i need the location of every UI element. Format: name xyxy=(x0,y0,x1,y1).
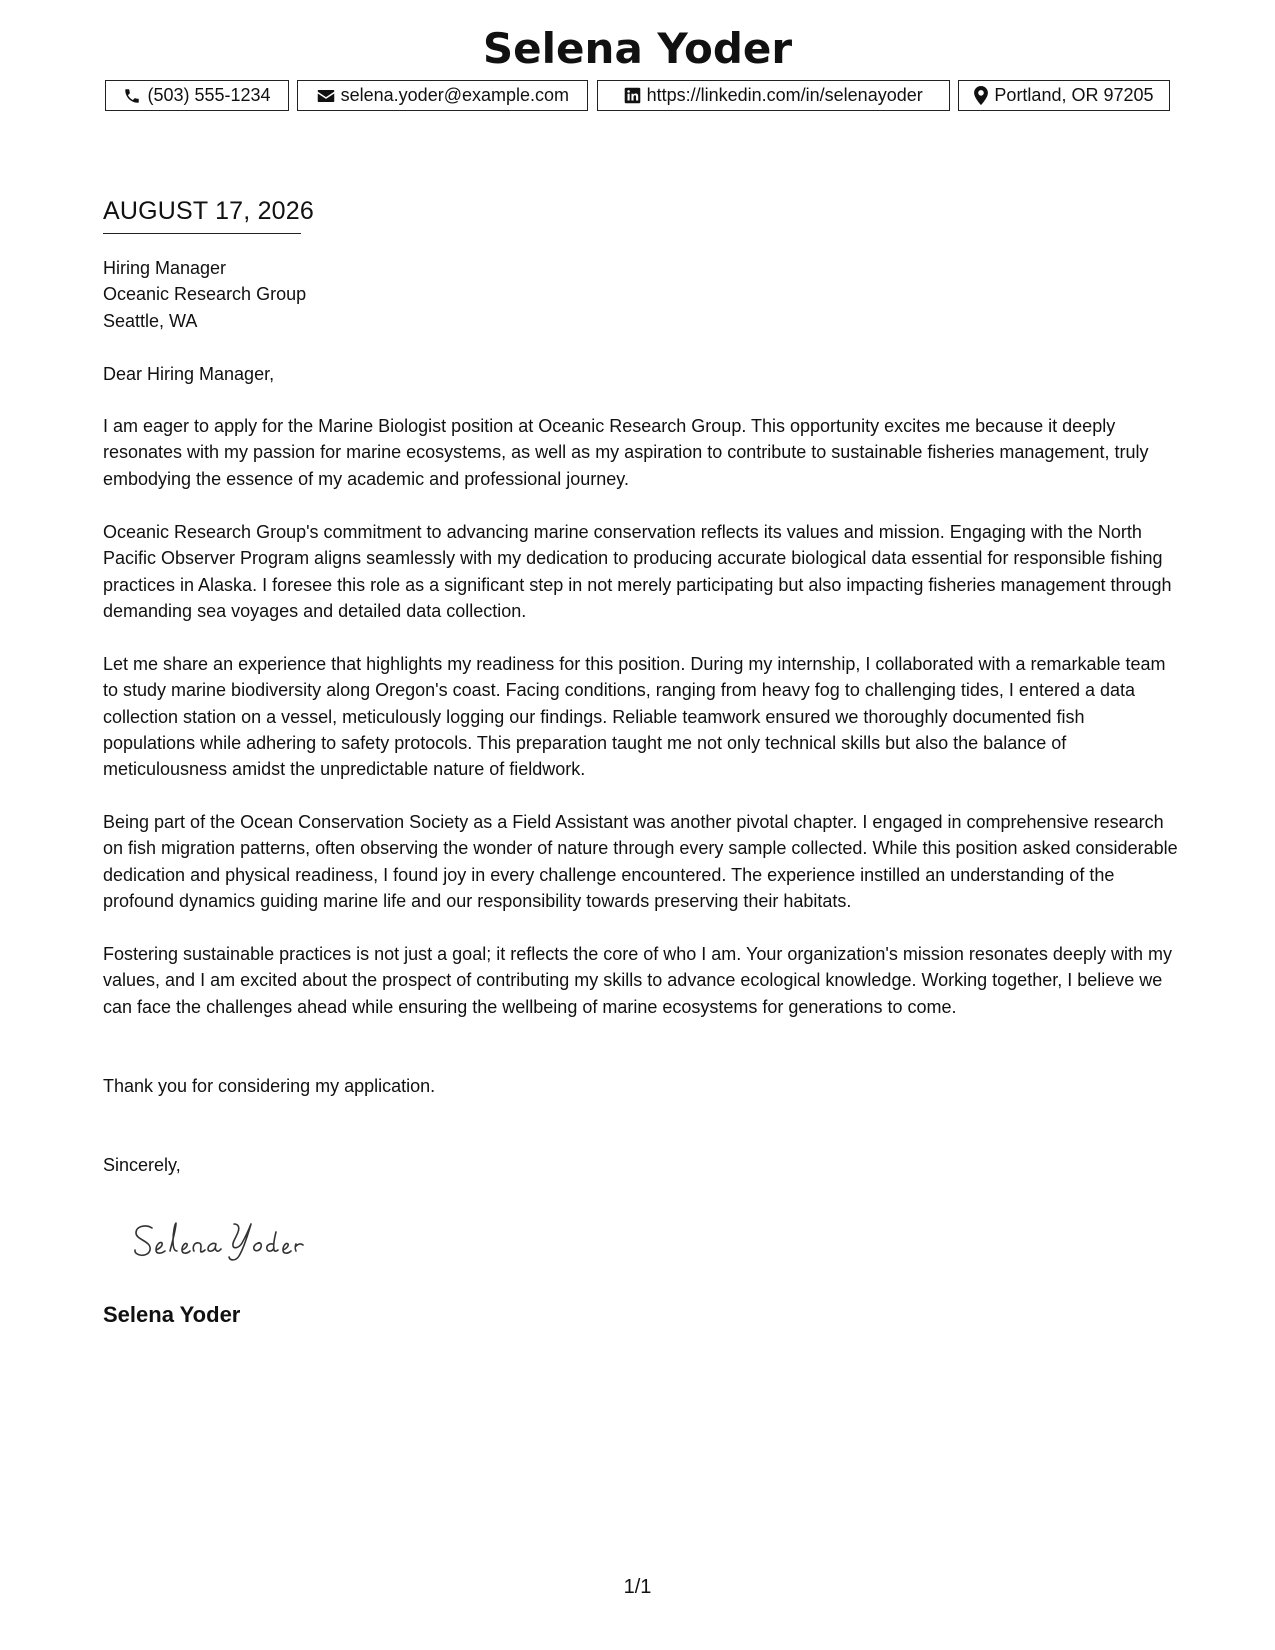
closing-line: Sincerely, xyxy=(103,1155,181,1175)
date-underline-divider xyxy=(103,233,301,234)
map-marker-icon xyxy=(974,86,988,105)
letter-date-block xyxy=(103,193,314,234)
contact-email[interactable] xyxy=(297,80,588,111)
recipient-block xyxy=(103,255,1178,334)
handwritten-signature xyxy=(130,1210,350,1272)
phone-icon xyxy=(123,87,141,105)
body-paragraph: Oceanic Research Group's commitment to advancing marine conservation reflects its values and mission. Engaging with the North Pacific Observer Program aligns seamlessly with my dedication to producing accurate biological data essential for responsible fishing practices in Alaska. I foresee this role as a significant step in not merely participating but also impacting fisheries management through demanding sea voyages and detailed data collection. xyxy=(103,522,1172,621)
recipient-title: Hiring Manager xyxy=(103,258,227,278)
contact-linkedin-text: https://linkedin.com/in/selenayoder xyxy=(646,85,923,105)
letter-date: AUGUST 17, 2026 xyxy=(103,197,314,225)
contact-info-row xyxy=(105,80,1170,111)
salutation: Dear Hiring Manager, xyxy=(103,364,275,384)
applicant-name-heading: Selena Yoder xyxy=(482,24,793,73)
contact-phone xyxy=(105,80,289,111)
body-paragraph: Being part of the Ocean Conservation Society as a Field Assistant was another pivotal chapter. I engaged in comprehensive research on fish migration patterns, often observing the wonder of nature through every sample collected. While this position asked considerable dedication and physical readiness, I found joy in every challenge encountered. The experience instilled an understanding of the profound dynamics guiding marine life and our responsibility towards preserving their habitats. xyxy=(103,812,1178,911)
thanks-line: Thank you for considering my application. xyxy=(103,1076,436,1096)
contact-email-text: selena.yoder@example.com xyxy=(340,85,570,105)
body-paragraph: Let me share an experience that highlights my readiness for this position. During my internship, I collaborated with a remarkable team to study marine biodiversity along Oregon's coast. Facing conditions, ranging from heavy fog to challenging tides, I entered a data collection station on a vessel, meticulously logging our findings. Reliable teamwork ensured we thoroughly documented fish populations while adhering to safety protocols. This preparation taught me not only technical skills but also the balance of meticulousness amidst the unpredictable nature of fieldwork. xyxy=(103,654,1166,780)
envelope-icon xyxy=(317,88,335,104)
contact-phone-text: (503) 555-1234 xyxy=(147,85,271,105)
recipient-company: Oceanic Research Group xyxy=(103,284,307,305)
contact-location-text: Portland, OR 97205 xyxy=(994,85,1154,105)
linkedin-icon xyxy=(624,87,641,104)
contact-linkedin[interactable] xyxy=(597,80,950,111)
body-paragraph: Fostering sustainable practices is not just a goal; it reflects the core of who I am. Your organization's mission resonates deeply with my values, and I am excited about the prospect of contributing my skills to advance ecological knowledge. Working together, I believe we can face the challenges ahead while ensuring the wellbeing of marine ecosystems for generations to come. xyxy=(103,944,1172,1017)
page-number: 1/1 xyxy=(623,1576,652,1598)
body-paragraph: I am eager to apply for the Marine Biologist position at Oceanic Research Group. This opportunity excites me because it deeply resonates with my passion for marine ecosystems, as well as my aspiration to contribute to sustainable fisheries management, truly embodying the essence of my academic and professional journey. xyxy=(103,416,1149,489)
recipient-city: Seattle, WA xyxy=(103,310,198,331)
signer-name: Selena Yoder xyxy=(103,1302,241,1327)
contact-location xyxy=(958,80,1170,111)
